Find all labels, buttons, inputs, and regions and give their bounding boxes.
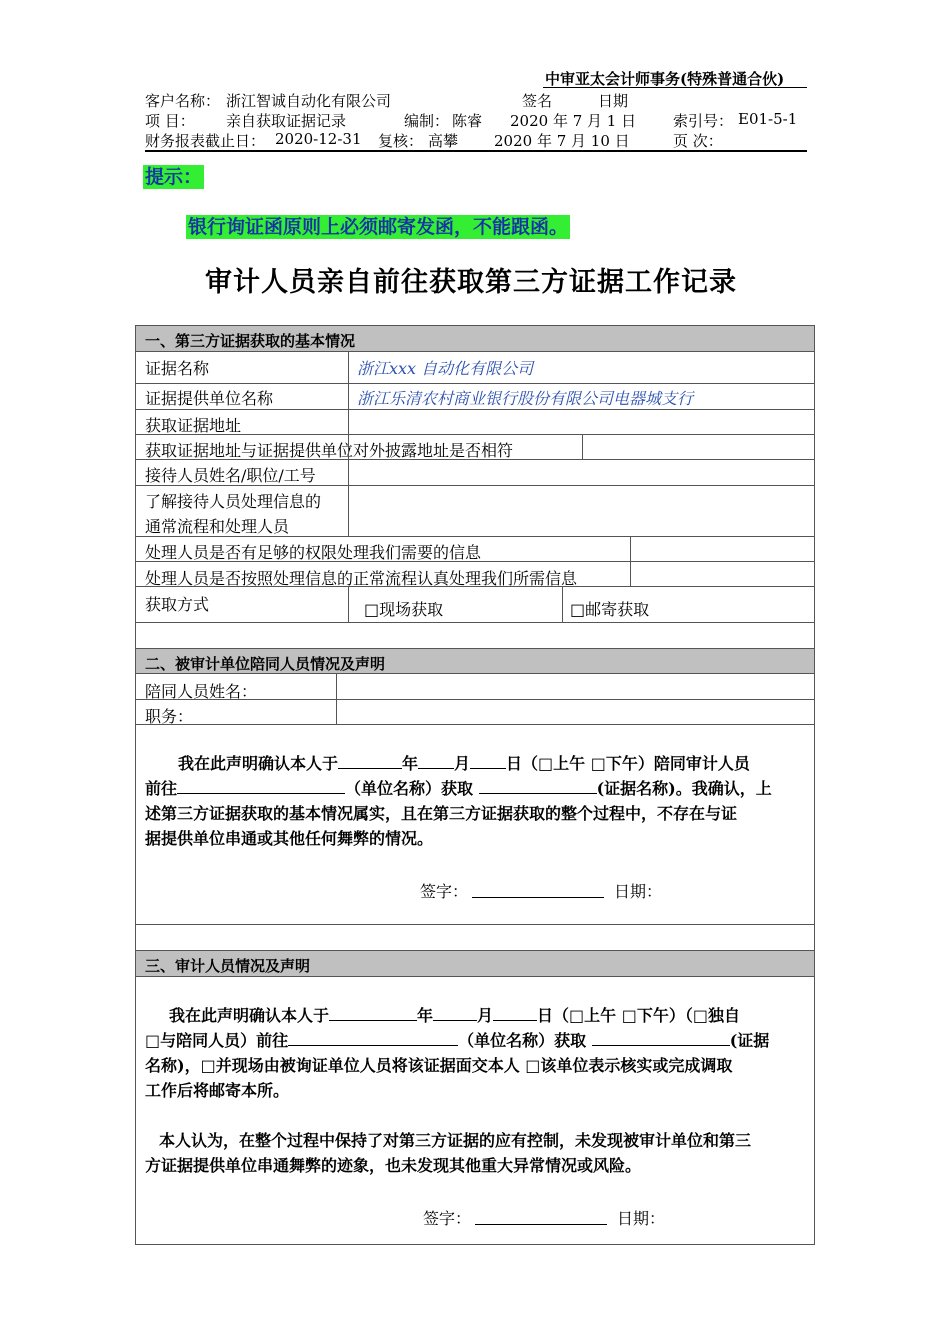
date-header: 日期 <box>598 92 629 110</box>
address-match-label: 获取证据地址与证据提供单位对外披露地址是否相符 <box>145 441 514 460</box>
review-label: 复核： <box>378 132 424 150</box>
s2-sign-label: 签字： <box>420 882 469 901</box>
s3-para2-2: 方证据提供单位串通舞弊的迹象，也未发现其他重大异常情况或风险。 <box>145 1156 642 1175</box>
section3-declaration <box>145 1003 807 1178</box>
s3-sign-label: 签字： <box>423 1209 472 1228</box>
receiver-label: 接待人员姓名/职位/工号 <box>145 466 316 485</box>
s3-date-label: 日期： <box>617 1209 666 1228</box>
s3-decl-a: 我在此声明确认本人于 <box>169 1006 330 1025</box>
section3-heading-bar <box>136 951 814 976</box>
s2-goto: 前往 <box>145 779 178 798</box>
s2-unit-blank[interactable] <box>177 777 345 794</box>
s2-month: 月 <box>454 754 471 773</box>
s2-line3: 述第三方证据获取的基本情况属实，且在第三方证据获取的整个过程中，不存在与证 <box>145 804 738 823</box>
client-label: 客户名称： <box>145 92 221 110</box>
s3-sign-line[interactable] <box>475 1224 607 1225</box>
reviewed-by: 高攀 <box>428 132 459 150</box>
s3-day-blank[interactable] <box>493 1004 537 1021</box>
s3-evid: (证据 <box>729 1031 770 1050</box>
s2-date-label: 日期： <box>614 882 663 901</box>
s3-day: 日（□上午 □下午）（□独自 <box>537 1006 740 1025</box>
index-label: 索引号： <box>673 112 734 130</box>
page-label: 页 次： <box>673 132 723 150</box>
authority-label: 处理人员是否有足够的权限处理我们需要的信息 <box>145 543 482 562</box>
page-title: 审计人员亲自前往获取第三方证据工作记录 <box>205 267 737 298</box>
s3-year: 年 <box>417 1006 434 1025</box>
s3-month: 月 <box>477 1006 494 1025</box>
item-label: 项 目： <box>145 112 195 130</box>
s3-line4: 工作后将邮寄本所。 <box>145 1081 290 1100</box>
period-label: 财务报表截止日： <box>145 132 266 150</box>
normal-process-label: 处理人员是否按照处理信息的正常流程认真处理我们所需信息 <box>145 569 578 588</box>
companion-title-label: 职务： <box>145 707 194 726</box>
s2-sign-line[interactable] <box>472 897 604 898</box>
sign-header: 签名 <box>522 92 553 110</box>
section1-heading: 一、第三方证据获取的基本情况 <box>145 332 356 350</box>
s2-decl-a: 我在此声明确认本人于 <box>178 754 339 773</box>
section2-heading-bar <box>136 649 814 673</box>
process-label-2: 通常流程和处理人员 <box>145 517 290 536</box>
method-label: 获取方式 <box>145 595 210 614</box>
prepared-label: 编制： <box>404 112 450 130</box>
s3-para2-1: 本人认为，在整个过程中保持了对第三方证据的应有控制，未发现被审计单位和第三 <box>159 1131 752 1150</box>
method-onsite-checkbox[interactable]: □现场获取 <box>364 600 444 619</box>
period-value: 2020-12-31 <box>275 130 362 148</box>
s2-month-blank[interactable] <box>418 752 454 769</box>
item-value: 亲自获取证据记录 <box>226 112 347 130</box>
header-rule <box>145 150 807 152</box>
s3-month-blank[interactable] <box>433 1004 477 1021</box>
s3-accomp: □与陪同人员）前往 <box>145 1031 289 1050</box>
s2-evid-confirm: (证据名称)。我确认，上 <box>596 779 772 798</box>
companion-name-label: 陪同人员姓名： <box>145 682 258 701</box>
s3-unit-get: （单位名称）获取 <box>458 1031 592 1050</box>
section2-heading: 二、被审计单位陪同人员情况及声明 <box>145 655 386 673</box>
evidence-name-value[interactable]: 浙江xxx 自动化有限公司 <box>357 359 534 378</box>
section1-heading-bar <box>136 326 814 351</box>
firm-name: 中审亚太会计师事务(特殊普通合伙) <box>545 70 785 88</box>
client-name: 浙江智诚自动化有限公司 <box>226 92 392 110</box>
s2-unit-get: （单位名称）获取 <box>345 779 479 798</box>
prepared-by: 陈睿 <box>452 112 483 130</box>
evidence-form <box>135 325 815 1245</box>
tip-text: 银行询证函原则上必须邮寄发函，不能跟函。 <box>188 216 569 238</box>
s3-year-blank[interactable] <box>329 1004 417 1021</box>
s2-year: 年 <box>402 754 419 773</box>
tip-label: 提示： <box>145 166 203 188</box>
s3-unit-blank[interactable] <box>288 1029 458 1046</box>
s2-line4: 据提供单位串通或其他任何舞弊的情况。 <box>145 829 434 848</box>
provider-value[interactable]: 浙江乐清农村商业银行股份有限公司电器城支行 <box>357 389 694 408</box>
s2-evidence-blank[interactable] <box>479 777 597 794</box>
process-label-1: 了解接待人员处理信息的 <box>145 492 322 511</box>
section2-declaration <box>145 751 807 851</box>
s3-evidence-blank[interactable] <box>592 1029 730 1046</box>
evidence-name-label: 证据名称 <box>145 359 210 378</box>
s2-day-blank[interactable] <box>470 752 506 769</box>
prepared-date: 2020 年 7 月 1 日 <box>510 112 637 130</box>
method-mail-checkbox[interactable]: □邮寄获取 <box>570 600 650 619</box>
provider-label: 证据提供单位名称 <box>145 389 274 408</box>
s3-line3: 名称)，□并现场由被询证单位人员将该证据面交本人 □该单位表示核实或完成调取 <box>145 1056 733 1075</box>
index-value: E01-5-1 <box>738 110 798 128</box>
firm-underline <box>543 87 807 88</box>
review-date: 2020 年 7 月 10 日 <box>494 132 630 150</box>
s2-year-blank[interactable] <box>338 752 402 769</box>
s2-day: 日（□上午 □下午）陪同审计人员 <box>506 754 750 773</box>
address-label: 获取证据地址 <box>145 416 242 435</box>
section3-heading: 三、审计人员情况及声明 <box>145 957 311 975</box>
